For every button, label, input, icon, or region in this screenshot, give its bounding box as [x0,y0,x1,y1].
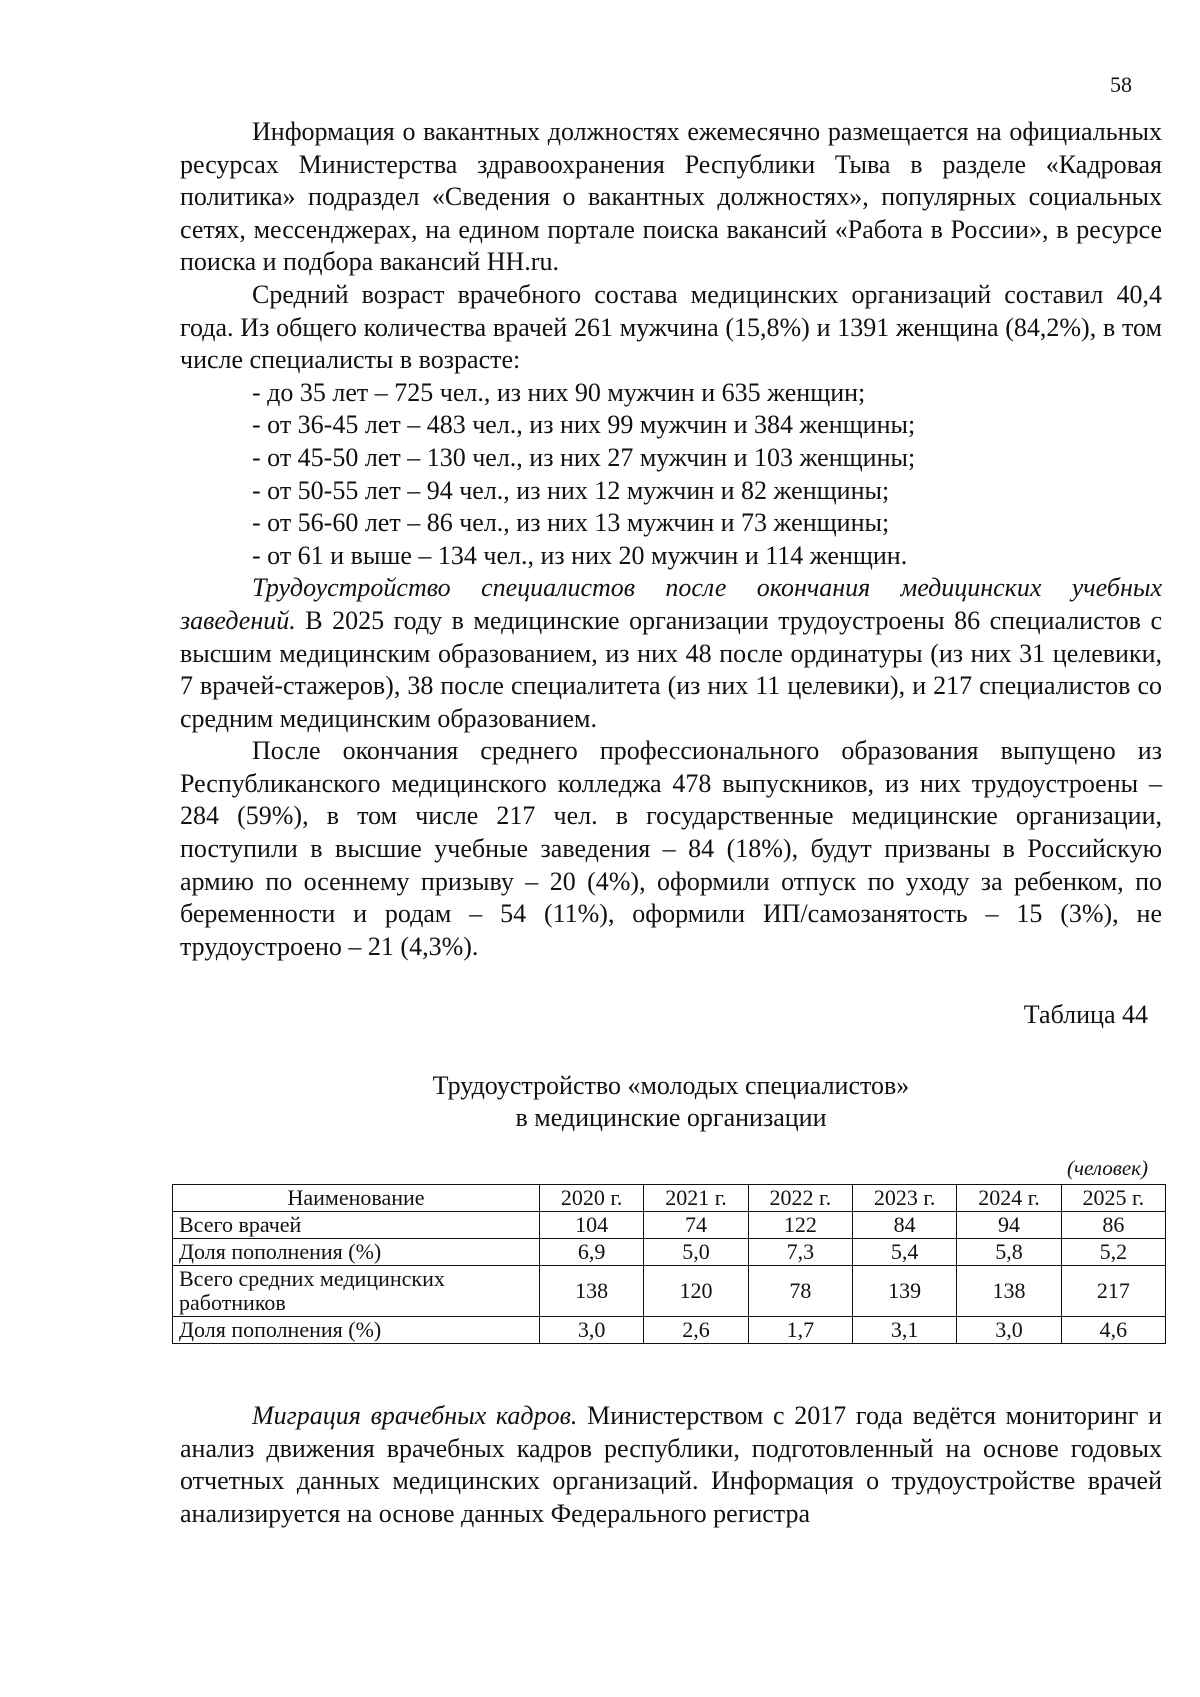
paragraph-graduate-employment [180,572,1162,735]
table-cell: 104 [540,1212,644,1239]
paragraph-migration [180,1400,1162,1530]
paragraph-vacancies: Информация о вакантных должностях ежемесячно размещается на официальных ресурсах Министерства здравоохранения Республики Тыва в разделе «Кадровая политика» подраздел «Сведения о вакантных должностях», популярных социальных сетях, мессенджерах, на едином портале поиска вакансий «Работа в России», в ресурсе поиска и подбора вакансий HH.ru. [180,117,1162,277]
column-header: 2020 г. [540,1185,644,1212]
table-header-row [173,1185,1166,1212]
table-title [180,1070,1162,1134]
body-text-lower [180,1400,1162,1530]
column-header: 2025 г. [1061,1185,1165,1212]
age-group-item: - от 45-50 лет – 130 чел., из них 27 мужчин и 103 женщины; [252,442,916,472]
paragraph-graduate-employment-text: В 2025 году в медицинские организации трудоустроены 86 специалистов с высшим медицинским образованием, из них 48 после ординатуры (из них 31 целевики, 7 врачей-стажеров), 38 после специалитета (из них 11 целевики), и 217 специалистов со средним медицинским образованием. [180,605,1162,733]
column-header: 2021 г. [644,1185,748,1212]
table-cell: 3,1 [852,1317,956,1344]
table-cell: 78 [748,1266,852,1317]
table-cell: 6,9 [540,1239,644,1266]
table-cell: 3,0 [540,1317,644,1344]
table-cell: Доля пополнения (%) [173,1317,540,1344]
paragraph-college-graduates: После окончания среднего профессионального образования выпущено из Республиканского медицинского колледжа 478 выпускников, из них трудоустроены – 284 (59%), в том числе 217 чел. в государственные медицинские организации, поступили в высшие учебные заведения – 84 (18%), будут призваны в Российскую армию по осеннему призыву – 20 (4%), оформили отпуск по уходу за ребенком, по беременности и родам – 54 (11%), оформили ИП/самозанятость – 15 (3%), не трудоустроено – 21 (4,3%). [180,736,1162,961]
table-cell: 74 [644,1212,748,1239]
table-cell: Доля пополнения (%) [173,1239,540,1266]
section-heading-migration: Миграция врачебных кадров. [252,1401,578,1430]
table-cell: 84 [852,1212,956,1239]
paragraph-average-age: Средний возраст врачебного состава медицинских организаций составил 40,4 года. Из общего количества врачей 261 мужчина (15,8%) и 1391 женщина (84,2%), в том числе специалисты в возрасте: [180,279,1162,375]
table-cell: Всего врачей [173,1212,540,1239]
page-number: 58 [1110,72,1132,97]
table-cell: 5,0 [644,1239,748,1266]
table-cell: 86 [1061,1212,1165,1239]
table-cell: 122 [748,1212,852,1239]
table-cell: 1,7 [748,1317,852,1344]
table-cell: 5,8 [957,1239,1061,1266]
table-cell: 120 [644,1266,748,1317]
table-cell: 3,0 [957,1317,1061,1344]
age-group-item: - от 50-55 лет – 94 чел., из них 12 мужчин и 82 женщины; [252,475,890,505]
section-heading-employment: Трудоустройство специалистов после окончания медицинских учебных заведений. [180,573,1162,635]
column-header: 2024 г. [957,1185,1061,1212]
table-row [173,1266,1166,1317]
table-cell: 139 [852,1266,956,1317]
age-group-list [180,377,1162,573]
table-cell: 2,6 [644,1317,748,1344]
age-group-item: - от 61 и выше – 134 чел., из них 20 мужчин и 114 женщин. [252,540,908,570]
age-group-item: - от 56-60 лет – 86 чел., из них 13 мужчин и 73 женщины; [252,508,890,538]
column-header: 2022 г. [748,1185,852,1212]
table-title-line: Трудоустройство «молодых специалистов» [432,1071,910,1100]
table-cell: 217 [1061,1266,1165,1317]
table-cell: 94 [957,1212,1061,1239]
table-row [173,1317,1166,1344]
table-cell: 7,3 [748,1239,852,1266]
column-header: 2023 г. [852,1185,956,1212]
table-units: (человек) [1067,1156,1148,1180]
young-specialists-table [172,1184,1166,1344]
table-cell: 4,6 [1061,1317,1165,1344]
table-cell: Всего средних медицинских работников [173,1266,540,1317]
table-cell: 5,2 [1061,1239,1165,1266]
table-row [173,1212,1166,1239]
table-cell: 138 [540,1266,644,1317]
age-group-item: - до 35 лет – 725 чел., из них 90 мужчин и 635 женщин; [252,377,866,407]
table-caption: Таблица 44 [1023,1000,1148,1029]
body-text-upper [180,116,1162,963]
table-cell: 5,4 [852,1239,956,1266]
age-group-item: - от 36-45 лет – 483 чел., из них 99 мужчин и 384 женщины; [252,410,916,440]
table-row [173,1239,1166,1266]
paragraph-migration-text: Министерством с 2017 года ведётся мониторинг и анализ движения врачебных кадров республики, подготовленный на основе годовых отчетных данных медицинских организаций. Информация о трудоустройстве врачей анализируется на основе данных Федерального регистра [180,1401,1162,1528]
table-title-line: в медицинские организации [515,1103,827,1132]
column-header: Наименование [173,1185,540,1212]
table-cell: 138 [957,1266,1061,1317]
